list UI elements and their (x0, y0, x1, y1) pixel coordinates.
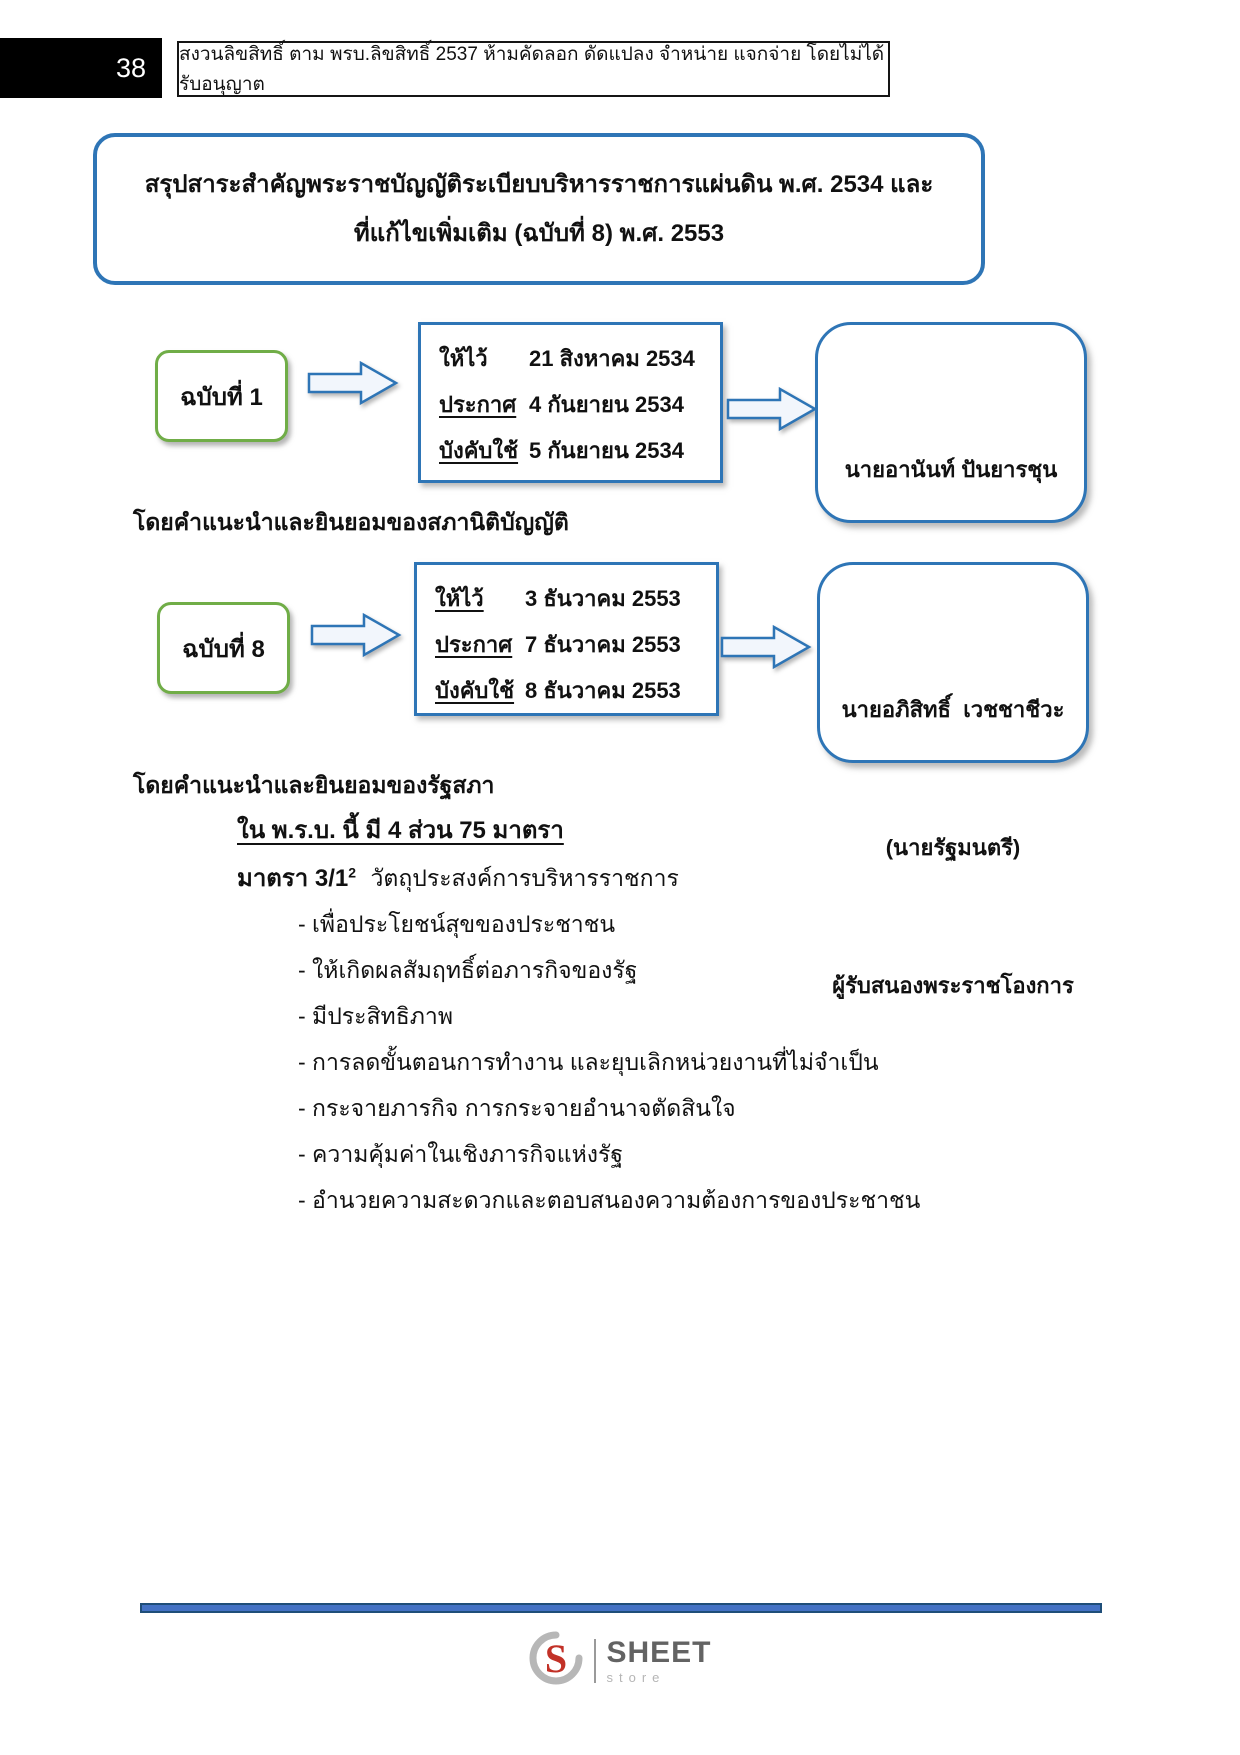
act-title-box (93, 133, 985, 285)
edition-8-signer-box (817, 562, 1089, 998)
section-text: วัตถุประสงค์การบริหารราชการ (370, 865, 679, 891)
objective-item: - การลดขั้นตอนการทำงาน และยุบเลิกหน่วยงานที่ไม่จำเป็น (298, 1049, 879, 1075)
edition-8-box (157, 602, 290, 694)
objective-item: - เพื่อประโยชน์สุขของประชาชน (298, 911, 616, 937)
edition-1-signer-box (815, 322, 1087, 523)
edition-1-box (155, 350, 288, 442)
edition-1-label: ฉบับที่ 1 (180, 383, 263, 411)
objective-item: - มีประสิทธิภาพ (298, 1003, 453, 1029)
copyright-notice-box (177, 41, 890, 97)
objective-item: - กระจายภารกิจ การกระจายอำนาจตัดสินใจ (298, 1095, 736, 1121)
date-value: 4 กันยายน 2534 (529, 392, 684, 417)
signer-title: (นายรัฐมนตรี) (885, 835, 1021, 860)
date-term: ให้ไว้ (439, 346, 488, 371)
date-value: 7 ธันวาคม 2553 (525, 632, 681, 657)
objectives-list (298, 901, 920, 1223)
logo-divider (594, 1639, 596, 1683)
date-row (435, 576, 710, 622)
edition-8-note: โดยคำแนะนำและยินยอมของรัฐสภา (133, 772, 495, 798)
date-row (439, 382, 714, 428)
section-superscript: 2 (348, 864, 357, 881)
signer-name: นายอานันท์ ปันยารชุน (844, 457, 1058, 482)
objective-item: - ความคุ้มค่าในเชิงภารกิจแห่งรัฐ (298, 1141, 624, 1167)
date-row (435, 668, 710, 714)
flow-arrow-icon (307, 360, 399, 406)
act-structure-heading: ใน พ.ร.บ. นี้ มี 4 ส่วน 75 มาตรา (237, 817, 564, 844)
sheet-store-logo-icon (528, 1630, 584, 1691)
act-title: สรุปสาระสำคัญพระราชบัญญัติระเบียบบริหารราชการแผ่นดิน พ.ศ. 2534 และที่แก้ไขเพิ่มเติม (ฉบับที่ 8) พ.ศ. 2553 (144, 171, 934, 247)
svg-text:S: S (545, 1636, 568, 1681)
edition-1-dates-box (418, 322, 723, 483)
date-row (435, 622, 710, 668)
sheet-store-logo (0, 1630, 1240, 1691)
date-term: บังคับใช้ (435, 678, 515, 703)
copyright-text: สงวนลิขสิทธิ์ ตาม พรบ.ลิขสิทธิ์ 2537 ห้ามคัดลอก ดัดแปลง จำหน่าย แจกจ่าย โดยไม่ได้รับอนุญาต (179, 44, 885, 95)
flow-arrow-icon (310, 612, 402, 658)
date-row (439, 428, 714, 474)
date-value: 3 ธันวาคม 2553 (525, 586, 681, 611)
date-row (439, 336, 714, 382)
section-label: มาตรา 3/1 (237, 865, 349, 892)
objective-item: - ให้เกิดผลสัมฤทธิ์ต่อภารกิจของรัฐ (298, 957, 638, 983)
edition-1-note: โดยคำแนะนำและยินยอมของสภานิติบัญญัติ (133, 509, 569, 535)
date-term: ประกาศ (435, 632, 513, 657)
flow-arrow-icon (726, 386, 818, 432)
flow-arrow-icon (720, 624, 812, 670)
logo-text: SHEET (606, 1635, 712, 1669)
date-term: ให้ไว้ (435, 586, 484, 611)
edition-8-label: ฉบับที่ 8 (182, 635, 265, 663)
date-value: 21 สิงหาคม 2534 (529, 346, 695, 371)
date-value: 5 กันยายน 2534 (529, 438, 684, 463)
footer-divider-bar (140, 1603, 1102, 1613)
signer-name: นายอภิสิทธิ์ เวชชาชีวะ (841, 697, 1065, 722)
edition-8-dates-box (414, 562, 719, 716)
date-term: ประกาศ (439, 392, 517, 417)
page-number-box (0, 38, 162, 98)
objective-item: - อำนวยความสะดวกและตอบสนองความต้องการของประชาชน (298, 1187, 921, 1213)
date-term: บังคับใช้ (439, 438, 519, 463)
section-3-1-line (237, 858, 679, 897)
logo-subtext: store (606, 1669, 666, 1685)
page-number: 38 (115, 52, 146, 83)
signer-role: ผู้รับสนองพระราชโองการ (832, 973, 1074, 998)
date-value: 8 ธันวาคม 2553 (525, 678, 681, 703)
